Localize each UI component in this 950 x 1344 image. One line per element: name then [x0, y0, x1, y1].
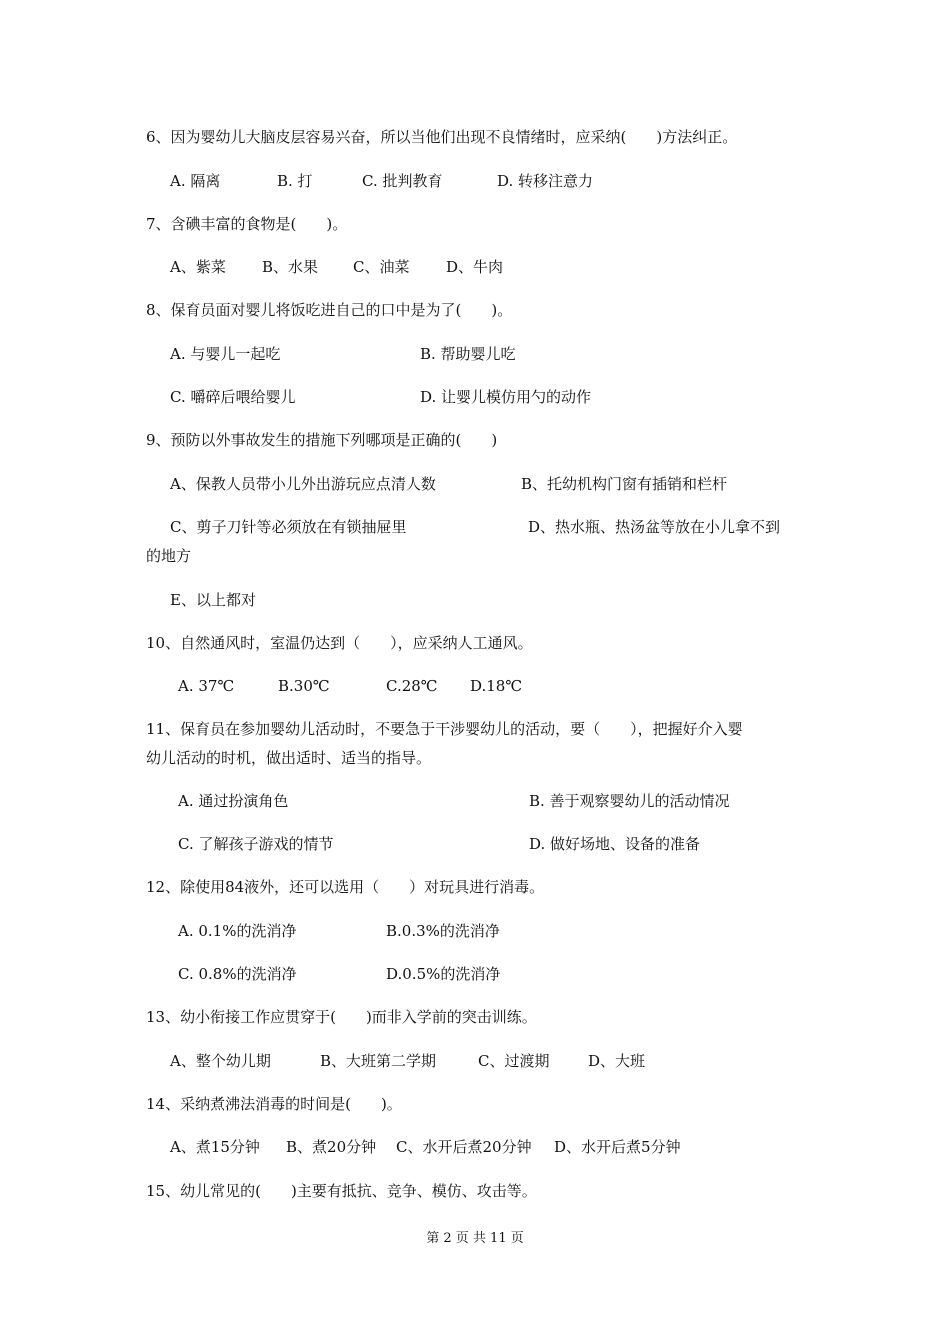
question-8-option-d: D. 让婴儿模仿用勺的动作: [420, 388, 592, 406]
question-9-stem: 9、预防以外事故发生的措施下列哪项是正确的( ): [146, 431, 498, 449]
question-12-option-b: B.0.3%的洗消净: [386, 922, 500, 940]
question-10-option-a: A. 37℃: [178, 677, 235, 695]
question-13-option-c: C、过渡期: [478, 1052, 550, 1070]
question-11-stem: 11、保育员在参加婴幼儿活动时，不要急于干涉婴幼儿的活动，要（ ），把握好介入婴: [146, 720, 743, 738]
question-6-option-a: A. 隔离: [170, 172, 221, 190]
question-11-option-c: C. 了解孩子游戏的情节: [178, 835, 334, 853]
question-15-stem: 15、幼儿常见的( )主要有抵抗、竞争、模仿、攻击等。: [146, 1182, 537, 1200]
question-7-option-d: D、牛肉: [446, 258, 504, 276]
question-7-option-a: A、紫菜: [170, 258, 226, 276]
question-6-option-b: B. 打: [277, 172, 313, 190]
question-8-option-a: A. 与婴儿一起吃: [170, 345, 281, 363]
question-9-option-b: B、托幼机构门窗有插销和栏杆: [521, 475, 728, 493]
question-13-option-b: B、大班第二学期: [320, 1052, 437, 1070]
question-7-option-b: B、水果: [262, 258, 319, 276]
question-9-option-e: E、以上都对: [170, 591, 256, 609]
question-10-option-c: C.28℃: [386, 677, 438, 695]
question-8-stem: 8、保育员面对婴儿将饭吃进自己的口中是为了( )。: [146, 301, 513, 319]
question-9-option-c: C、剪子刀针等必须放在有锁抽屉里: [170, 518, 407, 536]
question-12-option-d: D.0.5%的洗消净: [386, 965, 501, 983]
question-14-option-b: B、煮20分钟: [286, 1138, 377, 1156]
question-6-option-c: C. 批判教育: [362, 172, 443, 190]
question-12-option-c: C. 0.8%的洗消净: [178, 965, 297, 983]
question-11-option-a: A. 通过扮演角色: [178, 792, 289, 810]
question-14-option-c: C、水开后煮20分钟: [396, 1138, 532, 1156]
question-8-option-b: B. 帮助婴儿吃: [420, 345, 516, 363]
question-7-option-c: C、油菜: [353, 258, 410, 276]
question-12-option-a: A. 0.1%的洗消净: [178, 922, 297, 940]
question-10-option-d: D.18℃: [470, 677, 523, 695]
question-12-stem: 12、除使用84液外，还可以选用（ ）对玩具进行消毒。: [146, 878, 545, 896]
question-13-option-a: A、整个幼儿期: [170, 1052, 271, 1070]
page-footer: 第 2 页 共 11 页: [426, 1231, 524, 1246]
question-14-stem: 14、采纳煮沸法消毒的时间是( )。: [146, 1095, 402, 1113]
question-13-stem: 13、幼小衔接工作应贯穿于( )而非入学前的突击训练。: [146, 1008, 537, 1026]
question-11-stem-continued: 幼儿活动的时机，做出适时、适当的指导。: [146, 749, 432, 767]
question-10-option-b: B.30℃: [278, 677, 330, 695]
question-6-option-d: D. 转移注意力: [497, 172, 594, 190]
question-13-option-d: D、大班: [588, 1052, 646, 1070]
question-9-option-a: A、保教人员带小儿外出游玩应点清人数: [170, 475, 436, 493]
question-8-option-c: C. 嚼碎后喂给婴儿: [170, 388, 296, 406]
question-7-stem: 7、含碘丰富的食物是( )。: [146, 215, 348, 233]
question-10-stem: 10、自然通风时，室温仍达到（ ），应采纳人工通风。: [146, 634, 533, 652]
question-11-option-d: D. 做好场地、设备的准备: [529, 835, 701, 853]
question-11-option-b: B. 善于观察婴幼儿的活动情况: [529, 792, 730, 810]
question-14-option-d: D、水开后煮5分钟: [554, 1138, 681, 1156]
question-14-option-a: A、煮15分钟: [170, 1138, 260, 1156]
question-9-option-d: D、热水瓶、热汤盆等放在小儿拿不到: [528, 518, 781, 536]
question-9-option-d-continued: 的地方: [146, 547, 192, 565]
question-6-stem: 6、因为婴幼儿大脑皮层容易兴奋，所以当他们出现不良情绪时，应采纳( )方法纠正。: [146, 128, 738, 146]
